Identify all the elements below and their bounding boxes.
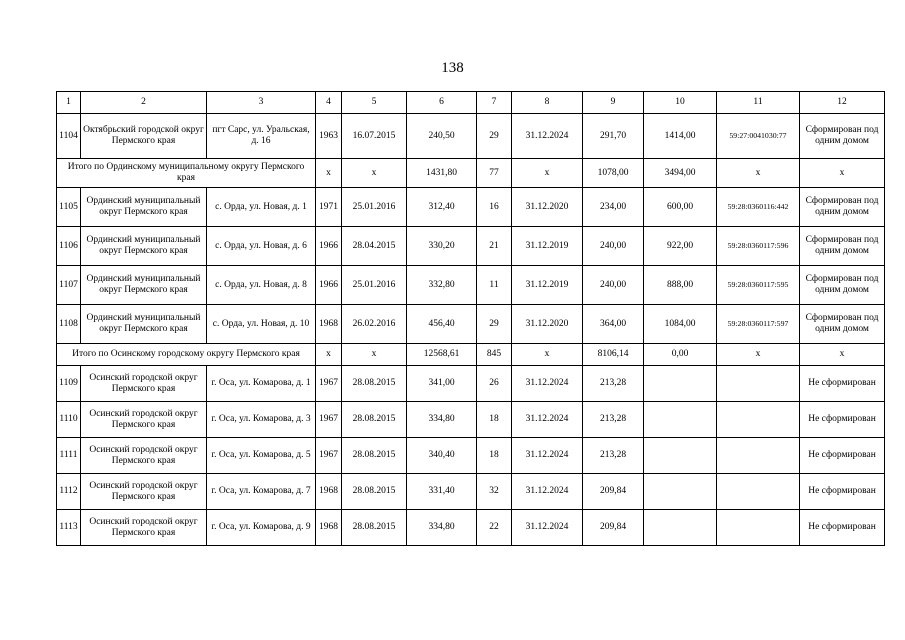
- value-cell: 240,00: [583, 227, 644, 266]
- header-cell: 1: [57, 92, 81, 114]
- value-cell: 922,00: [644, 227, 717, 266]
- subtotal-cell: 12568,61: [407, 344, 477, 366]
- deadline-cell: 31.12.2019: [512, 227, 583, 266]
- area-cell: 332,80: [407, 266, 477, 305]
- address-cell: г. Оса, ул. Комарова, д. 1: [207, 366, 316, 402]
- area-cell: 334,80: [407, 402, 477, 438]
- subtotal-cell: x: [717, 344, 800, 366]
- date-cell: 28.08.2015: [342, 366, 407, 402]
- value-cell: 213,28: [583, 402, 644, 438]
- municipality-cell: Ординский муниципальный округ Пермского края: [81, 305, 207, 344]
- municipality-cell: Осинский городской округ Пермского края: [81, 366, 207, 402]
- deadline-cell: 31.12.2024: [512, 510, 583, 546]
- subtotal-cell: x: [800, 159, 885, 188]
- residents-cell: 26: [477, 366, 512, 402]
- value-cell: 1084,00: [644, 305, 717, 344]
- table-row: [57, 188, 885, 227]
- value-cell: [644, 438, 717, 474]
- row-number: 1107: [57, 266, 81, 305]
- row-number: 1105: [57, 188, 81, 227]
- value-cell: 213,28: [583, 366, 644, 402]
- year-cell: 1963: [316, 114, 342, 159]
- residents-cell: 29: [477, 114, 512, 159]
- row-number: 1109: [57, 366, 81, 402]
- address-cell: пгт Сарс, ул. Уральская, д. 16: [207, 114, 316, 159]
- subtotal-cell: 8106,14: [583, 344, 644, 366]
- header-cell: 7: [477, 92, 512, 114]
- header-cell: 4: [316, 92, 342, 114]
- header-cell: 3: [207, 92, 316, 114]
- date-cell: 28.08.2015: [342, 402, 407, 438]
- date-cell: 28.08.2015: [342, 438, 407, 474]
- table-row: [57, 402, 885, 438]
- year-cell: 1967: [316, 402, 342, 438]
- cadastral-cell: 59:27:0041030:77: [717, 114, 800, 159]
- area-cell: 334,80: [407, 510, 477, 546]
- subtotal-label: Итого по Ординскому муниципальному округу Пермского края: [57, 159, 316, 188]
- row-number: 1111: [57, 438, 81, 474]
- status-cell: Сформирован под одним домом: [800, 305, 885, 344]
- residents-cell: 11: [477, 266, 512, 305]
- status-cell: Не сформирован: [800, 438, 885, 474]
- subtotal-cell: 0,00: [644, 344, 717, 366]
- address-cell: г. Оса, ул. Комарова, д. 5: [207, 438, 316, 474]
- subtotal-cell: x: [717, 159, 800, 188]
- table-row: [57, 366, 885, 402]
- area-cell: 330,20: [407, 227, 477, 266]
- header-cell: 12: [800, 92, 885, 114]
- area-cell: 240,50: [407, 114, 477, 159]
- value-cell: 291,70: [583, 114, 644, 159]
- residents-cell: 29: [477, 305, 512, 344]
- subtotal-cell: x: [512, 159, 583, 188]
- year-cell: 1967: [316, 366, 342, 402]
- value-cell: 240,00: [583, 266, 644, 305]
- table-row: [57, 305, 885, 344]
- status-cell: Сформирован под одним домом: [800, 188, 885, 227]
- deadline-cell: 31.12.2024: [512, 114, 583, 159]
- header-cell: 8: [512, 92, 583, 114]
- cadastral-cell: [717, 402, 800, 438]
- table-row: [57, 227, 885, 266]
- subtotal-cell: x: [342, 159, 407, 188]
- subtotal-cell: 3494,00: [644, 159, 717, 188]
- subtotal-cell: 1078,00: [583, 159, 644, 188]
- residents-cell: 18: [477, 402, 512, 438]
- year-cell: 1968: [316, 305, 342, 344]
- status-cell: Сформирован под одним домом: [800, 266, 885, 305]
- header-cell: 10: [644, 92, 717, 114]
- date-cell: 28.08.2015: [342, 474, 407, 510]
- subtotal-label: Итого по Осинскому городскому округу Пермского края: [57, 344, 316, 366]
- value-cell: 209,84: [583, 510, 644, 546]
- deadline-cell: 31.12.2024: [512, 366, 583, 402]
- value-cell: 213,28: [583, 438, 644, 474]
- residents-cell: 22: [477, 510, 512, 546]
- cadastral-cell: 59:28:0360117:596: [717, 227, 800, 266]
- date-cell: 25.01.2016: [342, 266, 407, 305]
- deadline-cell: 31.12.2020: [512, 188, 583, 227]
- subtotal-cell: x: [800, 344, 885, 366]
- header-cell: 5: [342, 92, 407, 114]
- year-cell: 1966: [316, 227, 342, 266]
- year-cell: 1971: [316, 188, 342, 227]
- housing-table: [56, 91, 885, 546]
- municipality-cell: Осинский городской округ Пермского края: [81, 474, 207, 510]
- table-row: [57, 438, 885, 474]
- row-number: 1110: [57, 402, 81, 438]
- year-cell: 1967: [316, 438, 342, 474]
- row-number: 1108: [57, 305, 81, 344]
- value-cell: 600,00: [644, 188, 717, 227]
- subtotal-cell: x: [342, 344, 407, 366]
- cadastral-cell: 59:28:0360117:597: [717, 305, 800, 344]
- area-cell: 456,40: [407, 305, 477, 344]
- deadline-cell: 31.12.2024: [512, 438, 583, 474]
- row-number: 1104: [57, 114, 81, 159]
- value-cell: 234,00: [583, 188, 644, 227]
- value-cell: 888,00: [644, 266, 717, 305]
- date-cell: 25.01.2016: [342, 188, 407, 227]
- cadastral-cell: [717, 438, 800, 474]
- address-cell: с. Орда, ул. Новая, д. 6: [207, 227, 316, 266]
- status-cell: Не сформирован: [800, 474, 885, 510]
- address-cell: с. Орда, ул. Новая, д. 8: [207, 266, 316, 305]
- area-cell: 341,00: [407, 366, 477, 402]
- value-cell: 209,84: [583, 474, 644, 510]
- area-cell: 340,40: [407, 438, 477, 474]
- subtotal-cell: 1431,80: [407, 159, 477, 188]
- status-cell: Не сформирован: [800, 366, 885, 402]
- status-cell: Не сформирован: [800, 402, 885, 438]
- value-cell: [644, 366, 717, 402]
- address-cell: с. Орда, ул. Новая, д. 1: [207, 188, 316, 227]
- residents-cell: 21: [477, 227, 512, 266]
- table-row: [57, 114, 885, 159]
- area-cell: 312,40: [407, 188, 477, 227]
- subtotal-cell: 845: [477, 344, 512, 366]
- municipality-cell: Ординский муниципальный округ Пермского края: [81, 188, 207, 227]
- municipality-cell: Осинский городской округ Пермского края: [81, 438, 207, 474]
- year-cell: 1968: [316, 510, 342, 546]
- date-cell: 28.08.2015: [342, 510, 407, 546]
- subtotal-cell: x: [316, 344, 342, 366]
- subtotal-cell: x: [512, 344, 583, 366]
- address-cell: г. Оса, ул. Комарова, д. 7: [207, 474, 316, 510]
- cadastral-cell: 59:28:0360116:442: [717, 188, 800, 227]
- header-cell: 2: [81, 92, 207, 114]
- value-cell: [644, 474, 717, 510]
- address-cell: г. Оса, ул. Комарова, д. 3: [207, 402, 316, 438]
- table-row: [57, 510, 885, 546]
- value-cell: 1414,00: [644, 114, 717, 159]
- subtotal-cell: x: [316, 159, 342, 188]
- deadline-cell: 31.12.2019: [512, 266, 583, 305]
- table-header-row: [57, 92, 885, 114]
- address-cell: с. Орда, ул. Новая, д. 10: [207, 305, 316, 344]
- municipality-cell: Октябрьский городской округ Пермского края: [81, 114, 207, 159]
- header-cell: 11: [717, 92, 800, 114]
- value-cell: [644, 402, 717, 438]
- area-cell: 331,40: [407, 474, 477, 510]
- cadastral-cell: 59:28:0360117:595: [717, 266, 800, 305]
- deadline-cell: 31.12.2024: [512, 402, 583, 438]
- deadline-cell: 31.12.2020: [512, 305, 583, 344]
- value-cell: 364,00: [583, 305, 644, 344]
- cadastral-cell: [717, 366, 800, 402]
- municipality-cell: Осинский городской округ Пермского края: [81, 402, 207, 438]
- cadastral-cell: [717, 510, 800, 546]
- subtotal-row: [57, 344, 885, 366]
- subtotal-cell: 77: [477, 159, 512, 188]
- row-number: 1106: [57, 227, 81, 266]
- subtotal-row: [57, 159, 885, 188]
- residents-cell: 32: [477, 474, 512, 510]
- header-cell: 6: [407, 92, 477, 114]
- residents-cell: 16: [477, 188, 512, 227]
- page-number: 138: [441, 60, 464, 76]
- row-number: 1113: [57, 510, 81, 546]
- date-cell: 16.07.2015: [342, 114, 407, 159]
- year-cell: 1966: [316, 266, 342, 305]
- status-cell: Сформирован под одним домом: [800, 114, 885, 159]
- status-cell: Не сформирован: [800, 510, 885, 546]
- status-cell: Сформирован под одним домом: [800, 227, 885, 266]
- header-cell: 9: [583, 92, 644, 114]
- cadastral-cell: [717, 474, 800, 510]
- date-cell: 28.04.2015: [342, 227, 407, 266]
- municipality-cell: Ординский муниципальный округ Пермского края: [81, 266, 207, 305]
- table-row: [57, 266, 885, 305]
- residents-cell: 18: [477, 438, 512, 474]
- address-cell: г. Оса, ул. Комарова, д. 9: [207, 510, 316, 546]
- table-row: [57, 474, 885, 510]
- municipality-cell: Ординский муниципальный округ Пермского края: [81, 227, 207, 266]
- date-cell: 26.02.2016: [342, 305, 407, 344]
- municipality-cell: Осинский городской округ Пермского края: [81, 510, 207, 546]
- row-number: 1112: [57, 474, 81, 510]
- value-cell: [644, 510, 717, 546]
- deadline-cell: 31.12.2024: [512, 474, 583, 510]
- year-cell: 1968: [316, 474, 342, 510]
